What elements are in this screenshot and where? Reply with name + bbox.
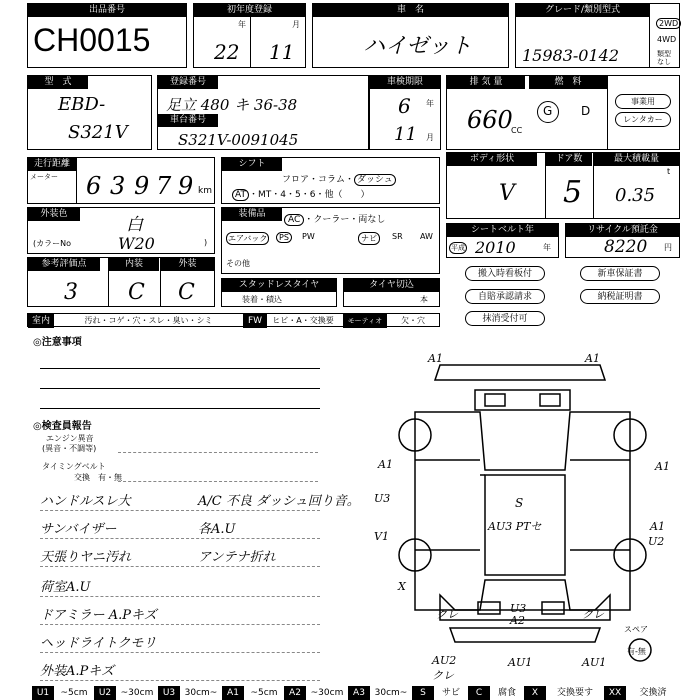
damage-a1-left: A1	[378, 458, 393, 471]
doors-value: 5	[563, 175, 583, 210]
doc-warranty: 新車保証書	[580, 266, 660, 281]
remark-line	[40, 680, 320, 681]
remark-line	[40, 652, 320, 653]
legend-a3-text: 30cm~	[374, 688, 408, 698]
score-label: 参考評価点	[28, 258, 100, 271]
notes-line	[40, 368, 320, 369]
inspection-year-unit: 年	[426, 99, 434, 108]
displacement-value: 660	[467, 106, 513, 134]
exterior-score-label: 外装	[161, 258, 214, 271]
inspection-box	[369, 75, 441, 150]
recycle-box	[565, 223, 680, 258]
year-unit: 年	[238, 20, 246, 29]
engine-report-line	[118, 452, 318, 453]
legend-xx-text: 交換済	[639, 688, 667, 698]
body-box	[446, 152, 680, 219]
equip-aw: AW	[420, 232, 433, 241]
remark-3: 天張りヤニ汚れ	[40, 550, 132, 565]
legend-a1: A1	[222, 686, 244, 700]
damage-center-s: S	[515, 496, 524, 510]
mileage-unit: km	[198, 186, 212, 196]
interior-status-items: 汚れ・コゲ・穴・スレ・臭い・シミ	[84, 316, 213, 325]
inspector-title: ◎検査員報告	[33, 421, 92, 432]
legend-c: C	[468, 686, 490, 700]
displacement-box	[446, 75, 680, 150]
mileage-digit-4: 7	[156, 172, 172, 200]
remark-6: ヘッドライトクモリ	[40, 636, 157, 651]
legend-x: X	[524, 686, 546, 700]
displacement-label: 排 気 量	[447, 76, 525, 89]
legend-xx: XX	[604, 686, 626, 700]
legend-a2-text: ~30cm	[310, 688, 344, 698]
divider	[649, 4, 650, 67]
scores-box	[27, 257, 215, 307]
fuel-gasoline: G	[543, 104, 553, 118]
damage-a1-right: A1	[655, 460, 670, 473]
drive-4wd: 4WD	[657, 35, 677, 44]
fw-label: FW	[243, 314, 267, 328]
studless-box	[221, 278, 337, 307]
load-label: 最大積載量	[594, 153, 679, 166]
remark-5: ドアミラー A.Pキズ	[40, 608, 157, 623]
shift-4: 4	[280, 190, 286, 200]
studless-options: 装着・積込	[242, 295, 282, 304]
doc-kanban: 搬入時看板付	[465, 266, 545, 281]
equipment-box	[221, 207, 440, 274]
color-code-close: )	[204, 238, 208, 247]
rental-car: レンタカー	[615, 112, 671, 127]
grade-value: 15983-0142	[522, 46, 620, 65]
notes-title: ◎注意事項	[33, 337, 82, 348]
equipment-row-1: AC ・クーラー・両なし	[284, 212, 385, 225]
lot-number-box	[27, 3, 187, 68]
body-value: V	[499, 181, 515, 206]
first-registration-box	[193, 3, 306, 68]
damage-a1-right-2: A1	[650, 520, 665, 533]
body-label: ボディ形状	[447, 153, 537, 166]
score-value: 3	[64, 280, 78, 305]
doc-cancel: 抹消受付可	[465, 311, 545, 326]
remark-2: サンバイザー	[40, 522, 117, 537]
spare-value: 有-無	[627, 647, 646, 656]
grade-box	[515, 3, 680, 68]
registration-label: 登録番号	[158, 76, 218, 89]
damage-au1-a: AU1	[508, 656, 533, 669]
inspection-year: 6	[398, 94, 411, 118]
interior-score-label: 内装	[109, 258, 159, 271]
legend-c-text: 腐食	[497, 688, 516, 698]
damage-kure-right: クレ	[582, 608, 604, 621]
notes-line	[40, 408, 320, 409]
shift-column: コラム	[318, 175, 345, 185]
kind-label-1: 類型	[657, 50, 671, 58]
shift-label: シフト	[222, 158, 282, 171]
seatbelt-value: 2010	[475, 238, 516, 257]
tire-label: タイヤ切込	[344, 279, 439, 292]
hood-outline	[475, 390, 570, 410]
tire-box	[343, 278, 440, 307]
model-label: 型 式	[28, 76, 88, 89]
damage-kure-left: クレ	[436, 608, 458, 621]
body-outline	[415, 412, 630, 610]
shift-dash: ダッシュ	[354, 174, 396, 186]
car-name-label: 車 名	[313, 4, 508, 17]
mortar-items: 欠・穴	[401, 316, 425, 325]
remark-3-right: アンテナ折れ	[198, 550, 276, 565]
tire-unit: 本	[420, 295, 428, 304]
color-code-label: (カラーNo	[33, 239, 71, 248]
equip-airbag: エアバック	[228, 234, 268, 243]
inspection-month-unit: 月	[426, 133, 434, 142]
legend-a2: A2	[284, 686, 306, 700]
equip-ac: AC	[284, 214, 304, 226]
equip-pw: PW	[302, 232, 315, 241]
legend-u2: U2	[94, 686, 116, 700]
kind-label-2: なし	[657, 58, 671, 66]
model-code: S321V	[68, 122, 128, 143]
remark-4: 荷室A.U	[40, 580, 91, 595]
damage-center-text: AU3 PTセ	[488, 520, 542, 533]
legend-u1-text: ~5cm	[60, 688, 88, 698]
interior-score-value: C	[128, 280, 145, 305]
shift-mt: MT	[257, 190, 272, 200]
registration-box	[157, 75, 369, 150]
damage-u3-bottom: U3	[510, 602, 527, 615]
doc-jibai: 自賠承認請求	[465, 289, 545, 304]
mileage-digit-3: 9	[134, 172, 150, 200]
legend-bar	[32, 686, 680, 700]
chassis-label: 車台番号	[158, 114, 218, 127]
interior-status-label: 室内	[28, 314, 54, 328]
mileage-digit-2: 3	[110, 172, 126, 200]
color-box	[27, 207, 215, 254]
damage-a1-top-right: A1	[585, 352, 600, 365]
mileage-box	[27, 157, 215, 204]
damage-kure-bottom: クレ	[432, 669, 454, 682]
fuel-label: 燃 料	[529, 76, 607, 89]
mileage-digit-5: 9	[178, 172, 194, 200]
remark-1-right: A/C 不良 ダッシュ回り音。	[198, 494, 360, 509]
engine-report-label: エンジン異音	[46, 434, 94, 443]
business-use: 事業用	[615, 94, 671, 109]
seatbelt-label: シートベルト年	[447, 224, 558, 237]
exterior-score-value: C	[178, 280, 195, 305]
remark-line	[40, 538, 320, 539]
recycle-unit: 円	[664, 243, 672, 252]
equipment-label: 装備品	[222, 208, 282, 221]
recycle-value: 8220	[604, 237, 648, 257]
shift-floor: フロア	[282, 175, 310, 185]
inspection-month: 11	[394, 124, 417, 145]
equip-cooler: クーラー	[313, 215, 350, 225]
damage-v1-left: V1	[374, 530, 389, 543]
seatbelt-prefix: 平成	[451, 244, 465, 252]
timing-label: タイミングベルト	[42, 462, 106, 471]
legend-a3: A3	[348, 686, 370, 700]
fuel-diesel: D	[581, 104, 591, 118]
model-prefix: EBD-	[58, 94, 106, 115]
drive-2wd: 2WD	[656, 18, 681, 29]
remark-line	[40, 624, 320, 625]
studless-loaded: 積込	[266, 295, 282, 304]
shift-box	[221, 157, 440, 204]
color-label: 外装色	[28, 208, 80, 221]
doors-label: ドア数	[546, 153, 592, 166]
legend-u3: U3	[158, 686, 180, 700]
grade-label: グレード/類別型式	[516, 4, 649, 17]
registration-value: 足立 480 キ 36-38	[166, 96, 298, 114]
equip-sr: SR	[392, 232, 403, 241]
remark-7: 外装A.Pキズ	[40, 664, 115, 679]
load-unit: t	[667, 167, 671, 176]
studless-label: スタッドレスタイヤ	[222, 279, 336, 292]
engine-report-sub: (異音・不調等)	[42, 444, 97, 453]
damage-au1-b: AU1	[582, 656, 607, 669]
doc-tax: 納税証明書	[580, 289, 660, 304]
remark-line	[40, 510, 320, 511]
lot-number-value: CH0015	[33, 22, 151, 58]
damage-u2-right: U2	[648, 535, 665, 548]
equip-ps: PS	[276, 232, 292, 243]
status-row	[27, 313, 440, 327]
legend-x-text: 交換要す	[556, 688, 593, 698]
legend-u1: U1	[32, 686, 54, 700]
color-value: 白	[126, 215, 143, 235]
shift-5: 5	[295, 190, 301, 200]
seatbelt-box	[446, 223, 559, 258]
shift-at: AT	[232, 189, 249, 201]
shift-row-1: フロア・コラム・ ダッシュ	[282, 172, 396, 185]
fw-items: ヒビ・A・交換要	[272, 316, 334, 325]
inspection-label: 車検期限	[370, 76, 440, 89]
mileage-label: 走行距離	[28, 158, 76, 171]
color-code-value: W20	[118, 234, 155, 253]
legend-s-text: サビ	[441, 688, 460, 698]
damage-au2-bottom: AU2	[432, 654, 457, 667]
shift-6: 6	[309, 190, 316, 200]
divider	[250, 17, 251, 67]
damage-u3-left: U3	[374, 492, 391, 505]
displacement-unit: CC	[511, 126, 523, 135]
legend-a1-text: ~5cm	[250, 688, 278, 698]
seatbelt-unit: 年	[543, 243, 551, 252]
damage-x-left: X	[398, 580, 406, 593]
damage-a2-bottom: A2	[510, 614, 525, 627]
divider	[76, 158, 77, 203]
remark-line	[40, 596, 320, 597]
timing-line	[118, 481, 318, 482]
timing-sub: 交換 有・無	[74, 473, 122, 482]
first-registration-label: 初年度登録	[194, 4, 305, 17]
equip-navi: ナビ	[358, 232, 380, 245]
legend-s: S	[412, 686, 434, 700]
remark-line	[40, 566, 320, 567]
shift-row-2: AT ・MT・4・5・6・他（ ）	[232, 187, 370, 200]
kind-label	[657, 50, 671, 66]
load-value: 0.35	[615, 185, 656, 206]
remark-1: ハンドルスレ大	[40, 494, 131, 509]
equipment-other: その他	[226, 259, 250, 268]
studless-installed: 装着	[242, 295, 258, 304]
chassis-value: S321V-0091045	[178, 131, 299, 149]
roof-outline	[435, 365, 605, 380]
remark-2-right: 各A.U	[198, 522, 236, 537]
meter-label: メーター	[30, 173, 58, 181]
model-box	[27, 75, 152, 150]
shift-other: 他	[324, 190, 334, 200]
car-name-value: ハイゼット	[363, 34, 472, 59]
mileage-digit-1: 6	[86, 172, 102, 200]
month-unit: 月	[292, 20, 300, 29]
divider	[607, 76, 608, 149]
mortar-label: モーティオ	[343, 314, 387, 328]
registration-year: 22	[214, 40, 240, 64]
legend-u3-text: 30cm~	[184, 688, 218, 698]
equip-none: 両なし	[358, 215, 386, 225]
damage-a1-top-left: A1	[428, 352, 443, 365]
lot-number-label: 出品番号	[28, 4, 186, 17]
spare-label: スペア	[624, 625, 648, 634]
legend-u2-text: ~30cm	[120, 688, 154, 698]
notes-line	[40, 388, 320, 389]
car-name-box	[312, 3, 509, 68]
recycle-label: リサイクル預託金	[566, 224, 679, 237]
registration-month: 11	[269, 40, 295, 64]
